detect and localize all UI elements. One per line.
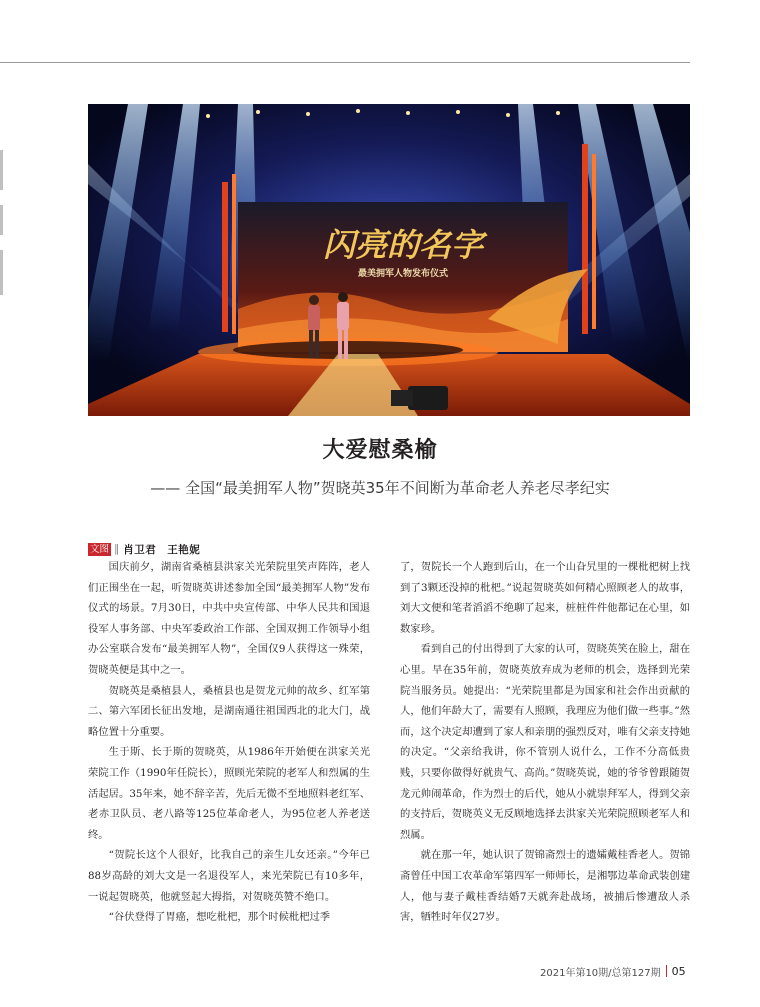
- article-column-left: [88, 557, 370, 928]
- paragraph: 了，贺院长一个人跑到后山，在一个山旮旯里的一棵枇杷树上找到了3颗还没掉的枇杷。”说起贺晓英如何精心照顾老人的故事，刘大文便和笔者滔滔不绝聊了起来，桩桩件件他都记在心里，如数家珍。: [400, 561, 690, 635]
- article-column-right: [400, 557, 690, 928]
- byline-authors: 肖卫君 王艳妮: [123, 543, 201, 556]
- stage-screen-title: 闪亮的名字: [322, 226, 484, 264]
- margin-tab-mark: [0, 250, 3, 295]
- paragraph: 国庆前夕，湖南省桑植县洪家关光荣院里笑声阵阵，老人们正围坐在一起，听贺晓英讲述参加全国“最美拥军人物”发布仪式的场景。7月30日，中共中央宣传部、中华人民共和国退役军人事务部、中央军委政治工作部、全国双拥工作领导小组办公室联合发布“最美拥军人物”，全国仅9人获得这一殊荣，贺晓英便是其中之一。: [88, 561, 370, 676]
- article-subtitle: —— 全国“最美拥军人物”贺晓英35年不间断为革命老人养老尽孝纪实: [150, 479, 610, 497]
- header-rule: [0, 62, 690, 63]
- byline-divider: ‖: [114, 543, 120, 555]
- paragraph: “贺院长这个人很好，比我自己的亲生儿女还亲。”今年已88岁高龄的刘大文是一名退役军人，来光荣院已有10多年，一说起贺晓英，他就竖起大拇指，对贺晓英赞不绝口。: [88, 849, 370, 903]
- byline-tag: 文图: [90, 543, 110, 555]
- stage-photo: [88, 104, 690, 416]
- paragraph: “谷伏登得了胃癌，想吃枇杷，那个时候枇杷过季: [108, 911, 331, 924]
- paragraph: 生于斯、长于斯的贺晓英，从1986年开始便在洪家关光荣院工作（1990年任院长），照顾光荣院的老军人和烈属的生活起居。35年来，她不辞辛苦，先后无微不至地照料老红军、老赤卫队员、老八路等125位革命老人，为95位老人养老送终。: [88, 746, 370, 841]
- article-title: 大爱慰桑榆: [322, 438, 438, 463]
- issue-info: 2021年第10期/总第127期: [540, 967, 661, 979]
- stage-screen-subtitle: 最美拥军人物发布仪式: [357, 269, 449, 279]
- page-number: 05: [671, 964, 686, 978]
- paragraph: 就在那一年，她认识了贺锦斋烈士的遗孀戴桂香老人。贺锦斋曾任中国工农革命军第四军一师师长，是湘鄂边革命武装创建人，他与妻子戴桂香结婚7天就奔赴战场，被捕后惨遭敌人杀害，牺牲时年仅27岁。: [400, 849, 690, 924]
- page-footer: [540, 963, 686, 979]
- margin-tab-mark: [0, 150, 3, 190]
- paragraph: 贺晓英是桑植县人，桑植县也是贺龙元帅的故乡、红军第二、第六军团长征出发地，是湖南通往祖国西北的北大门，战略位置十分重要。: [88, 684, 370, 738]
- margin-tab-mark: [0, 205, 3, 235]
- footer-divider: [666, 965, 667, 977]
- byline: [88, 541, 200, 557]
- paragraph: 看到自己的付出得到了大家的认可，贺晓英笑在脸上，甜在心里。早在35年前，贺晓英放弃成为老师的机会，选择到光荣院当服务员。她提出：“光荣院里都是为国家和社会作出贡献的人，他们年龄大了，需要有人照顾，我理应为他们做一些事。”然而，这个决定却遭到了家人和亲朋的强烈反对，唯有父亲支持她的决定。“父亲给我讲，你不管别人说什么，工作不分高低贵贱，只要你做得好就贵气、高尚。”贺晓英说，她的爷爷曾跟随贺龙元帅闹革命，作为烈士的后代，她从小就崇拜军人，得到父亲的支持后，贺晓英义无反顾地选择去洪家关光荣院照顾老军人和烈属。: [400, 643, 690, 841]
